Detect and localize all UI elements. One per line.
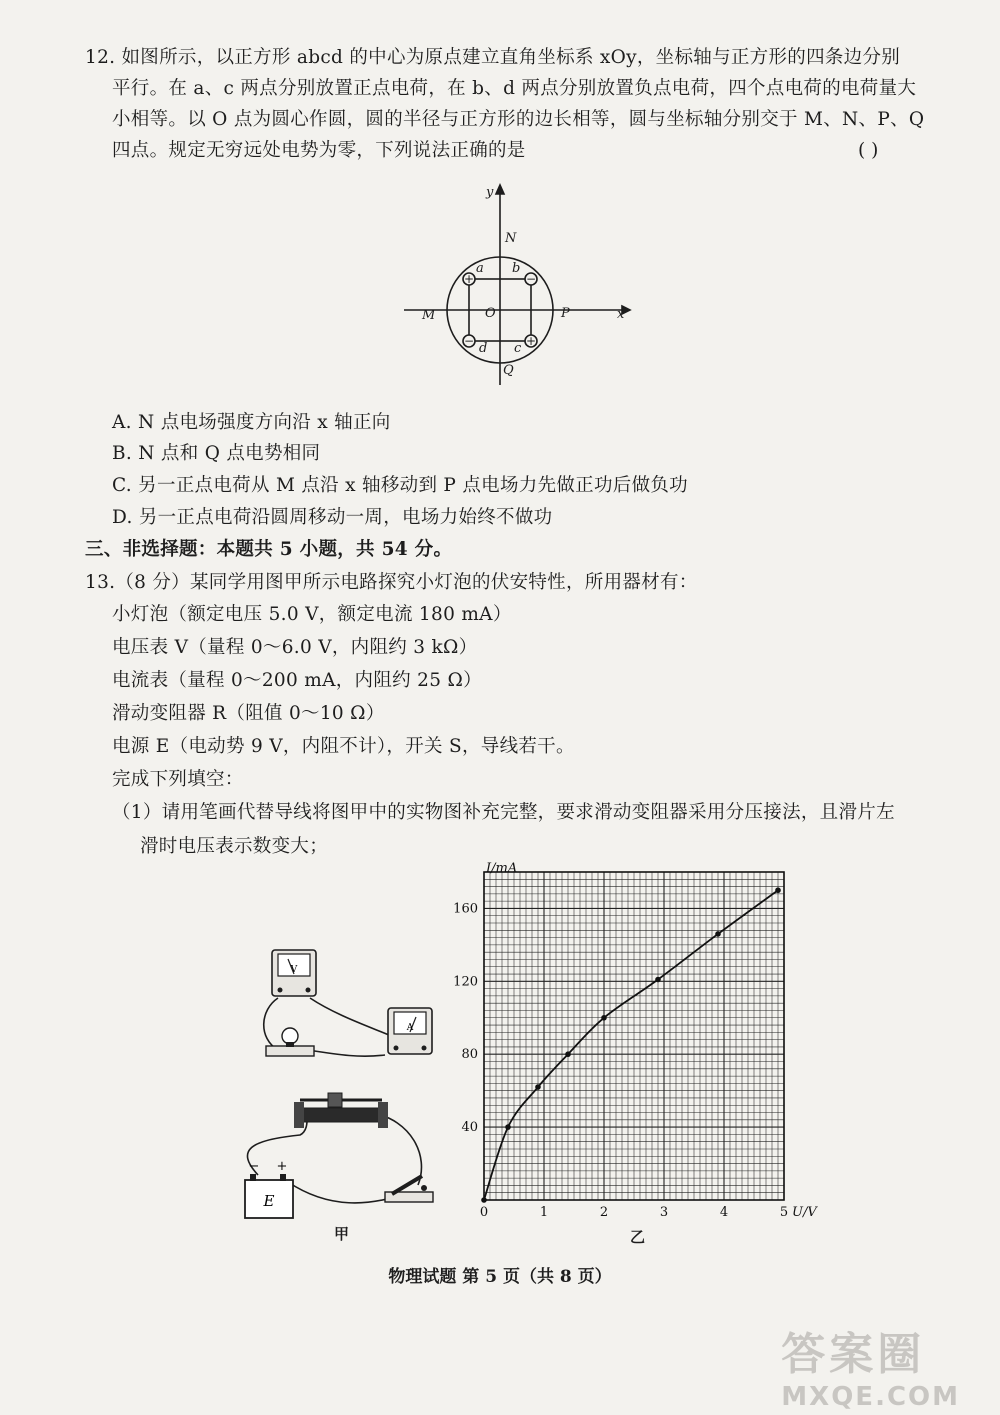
data-point [535, 1084, 541, 1090]
q12-stem-line-4: 四点。规定无穷远处电势为零，下列说法正确的是 [112, 140, 526, 161]
q13-stem: 13.（8 分）某同学用图甲所示电路探究小灯泡的伏安特性，所用器材有： [85, 572, 698, 593]
y-tick-label: 80 [461, 1047, 478, 1063]
origin-O-label: O [485, 306, 496, 321]
x-tick-label: 0 [479, 1205, 489, 1220]
x-tick-label: 5 [779, 1205, 789, 1220]
point-M-label: M [422, 308, 436, 323]
option-b: B. N 点和 Q 点电势相同 [112, 443, 321, 464]
y-axis-label: I/mA [486, 862, 518, 876]
rheostat [294, 1093, 388, 1128]
battery-minus-label: − [248, 1159, 260, 1174]
point-c-label: c [514, 341, 522, 356]
section-heading: 三、非选择题：本题共 5 小题，共 54 分。 [85, 539, 453, 560]
x-axis-label: x [617, 307, 625, 322]
wire-voltmeter-bulb [264, 998, 278, 1050]
figure-yi-chart [440, 862, 840, 1222]
watermark [781, 1318, 960, 1412]
figure-jia-circuit [230, 930, 445, 1230]
equipment-source: 电源 E（电动势 9 V，内阻不计），开关 S，导线若干。 [112, 736, 575, 757]
x-tick-label: 4 [719, 1205, 729, 1220]
data-point [481, 1197, 487, 1203]
y-axis-arrow [496, 185, 504, 194]
y-tick-label: 40 [461, 1120, 478, 1136]
x-tick-label: 2 [599, 1205, 609, 1220]
battery-plus-label: + [276, 1159, 288, 1174]
charge-diagram [400, 180, 640, 390]
point-d-label: d [479, 341, 488, 356]
point-P-label: P [561, 306, 570, 321]
figure-yi-caption: 乙 [630, 1228, 646, 1246]
q12-stem-line-1: 12. 如图所示，以正方形 abcd 的中心为原点建立直角坐标系 xOy，坐标轴与正方形的四条边分别 [85, 47, 901, 68]
x-tick-label: 1 [539, 1205, 549, 1220]
bulb [266, 1028, 314, 1056]
watermark-site: MXQE.COM [781, 1382, 960, 1412]
y-tick-label: 160 [453, 901, 478, 917]
part-1-line-2: 滑时电压表示数变大； [140, 836, 329, 857]
equipment-voltmeter: 电压表 V（量程 0～6.0 V，内阻约 3 kΩ） [112, 637, 478, 658]
voltmeter-label: V [290, 965, 298, 975]
fill-instruction: 完成下列填空： [112, 769, 244, 790]
wire-bulb-ammeter [308, 1050, 385, 1056]
data-point [715, 931, 721, 937]
charge-c-sign: + [525, 334, 537, 348]
voltmeter [272, 950, 316, 996]
part-1-line-1: （1）请用笔画代替导线将图甲中的实物图补充完整，要求滑动变阻器采用分压接法，且滑片左 [112, 802, 895, 823]
q12-stem-line-2: 平行。在 a、c 两点分别放置正点电荷，在 b、d 两点分别放置负点电荷，四个点电荷的电荷量大 [112, 78, 917, 99]
point-a-label: a [476, 261, 484, 276]
data-point [601, 1015, 607, 1021]
ammeter [388, 1008, 432, 1054]
q12-stem-line-3: 小相等。以 O 点为圆心作圆，圆的半径与正方形的边长相等，圆与坐标轴分别交于 M、N、P、Q [112, 109, 925, 130]
option-d: D. 另一正点电荷沿圆周移动一周，电场力始终不做功 [112, 507, 553, 528]
x-axis-label: U/V [792, 1205, 817, 1220]
y-tick-label: 120 [453, 974, 478, 990]
answer-paren: ( ) [858, 140, 879, 161]
y-axis-label: y [486, 185, 494, 200]
page-footer: 物理试题 第 5 页（共 8 页） [388, 1267, 612, 1287]
charge-d-sign: − [463, 334, 475, 348]
data-point [655, 977, 661, 983]
point-b-label: b [512, 261, 521, 276]
battery [245, 1159, 293, 1218]
charge-b-sign: − [525, 272, 537, 286]
data-point [565, 1051, 571, 1057]
equipment-rheostat: 滑动变阻器 R（阻值 0～10 Ω） [112, 703, 385, 724]
charge-a-sign: + [463, 272, 475, 286]
point-Q-label: Q [503, 363, 514, 378]
data-point [505, 1124, 511, 1130]
point-N-label: N [505, 231, 517, 246]
watermark-logo: 答案圈 [781, 1329, 926, 1380]
battery-label: E [263, 1192, 275, 1210]
switch [385, 1176, 433, 1202]
option-c: C. 另一正点电荷从 M 点沿 x 轴移动到 P 点电场力先做正功后做负功 [112, 475, 688, 496]
ammeter-label: A [406, 1023, 414, 1033]
option-a: A. N 点电场强度方向沿 x 轴正向 [112, 412, 391, 433]
figure-jia-caption: 甲 [334, 1225, 350, 1243]
data-point [775, 887, 781, 893]
equipment-ammeter: 电流表（量程 0～200 mA，内阻约 25 Ω） [112, 670, 482, 691]
x-tick-label: 3 [659, 1205, 669, 1220]
equipment-bulb: 小灯泡（额定电压 5.0 V，额定电流 180 mA） [112, 604, 512, 625]
iu-curve [484, 890, 778, 1200]
